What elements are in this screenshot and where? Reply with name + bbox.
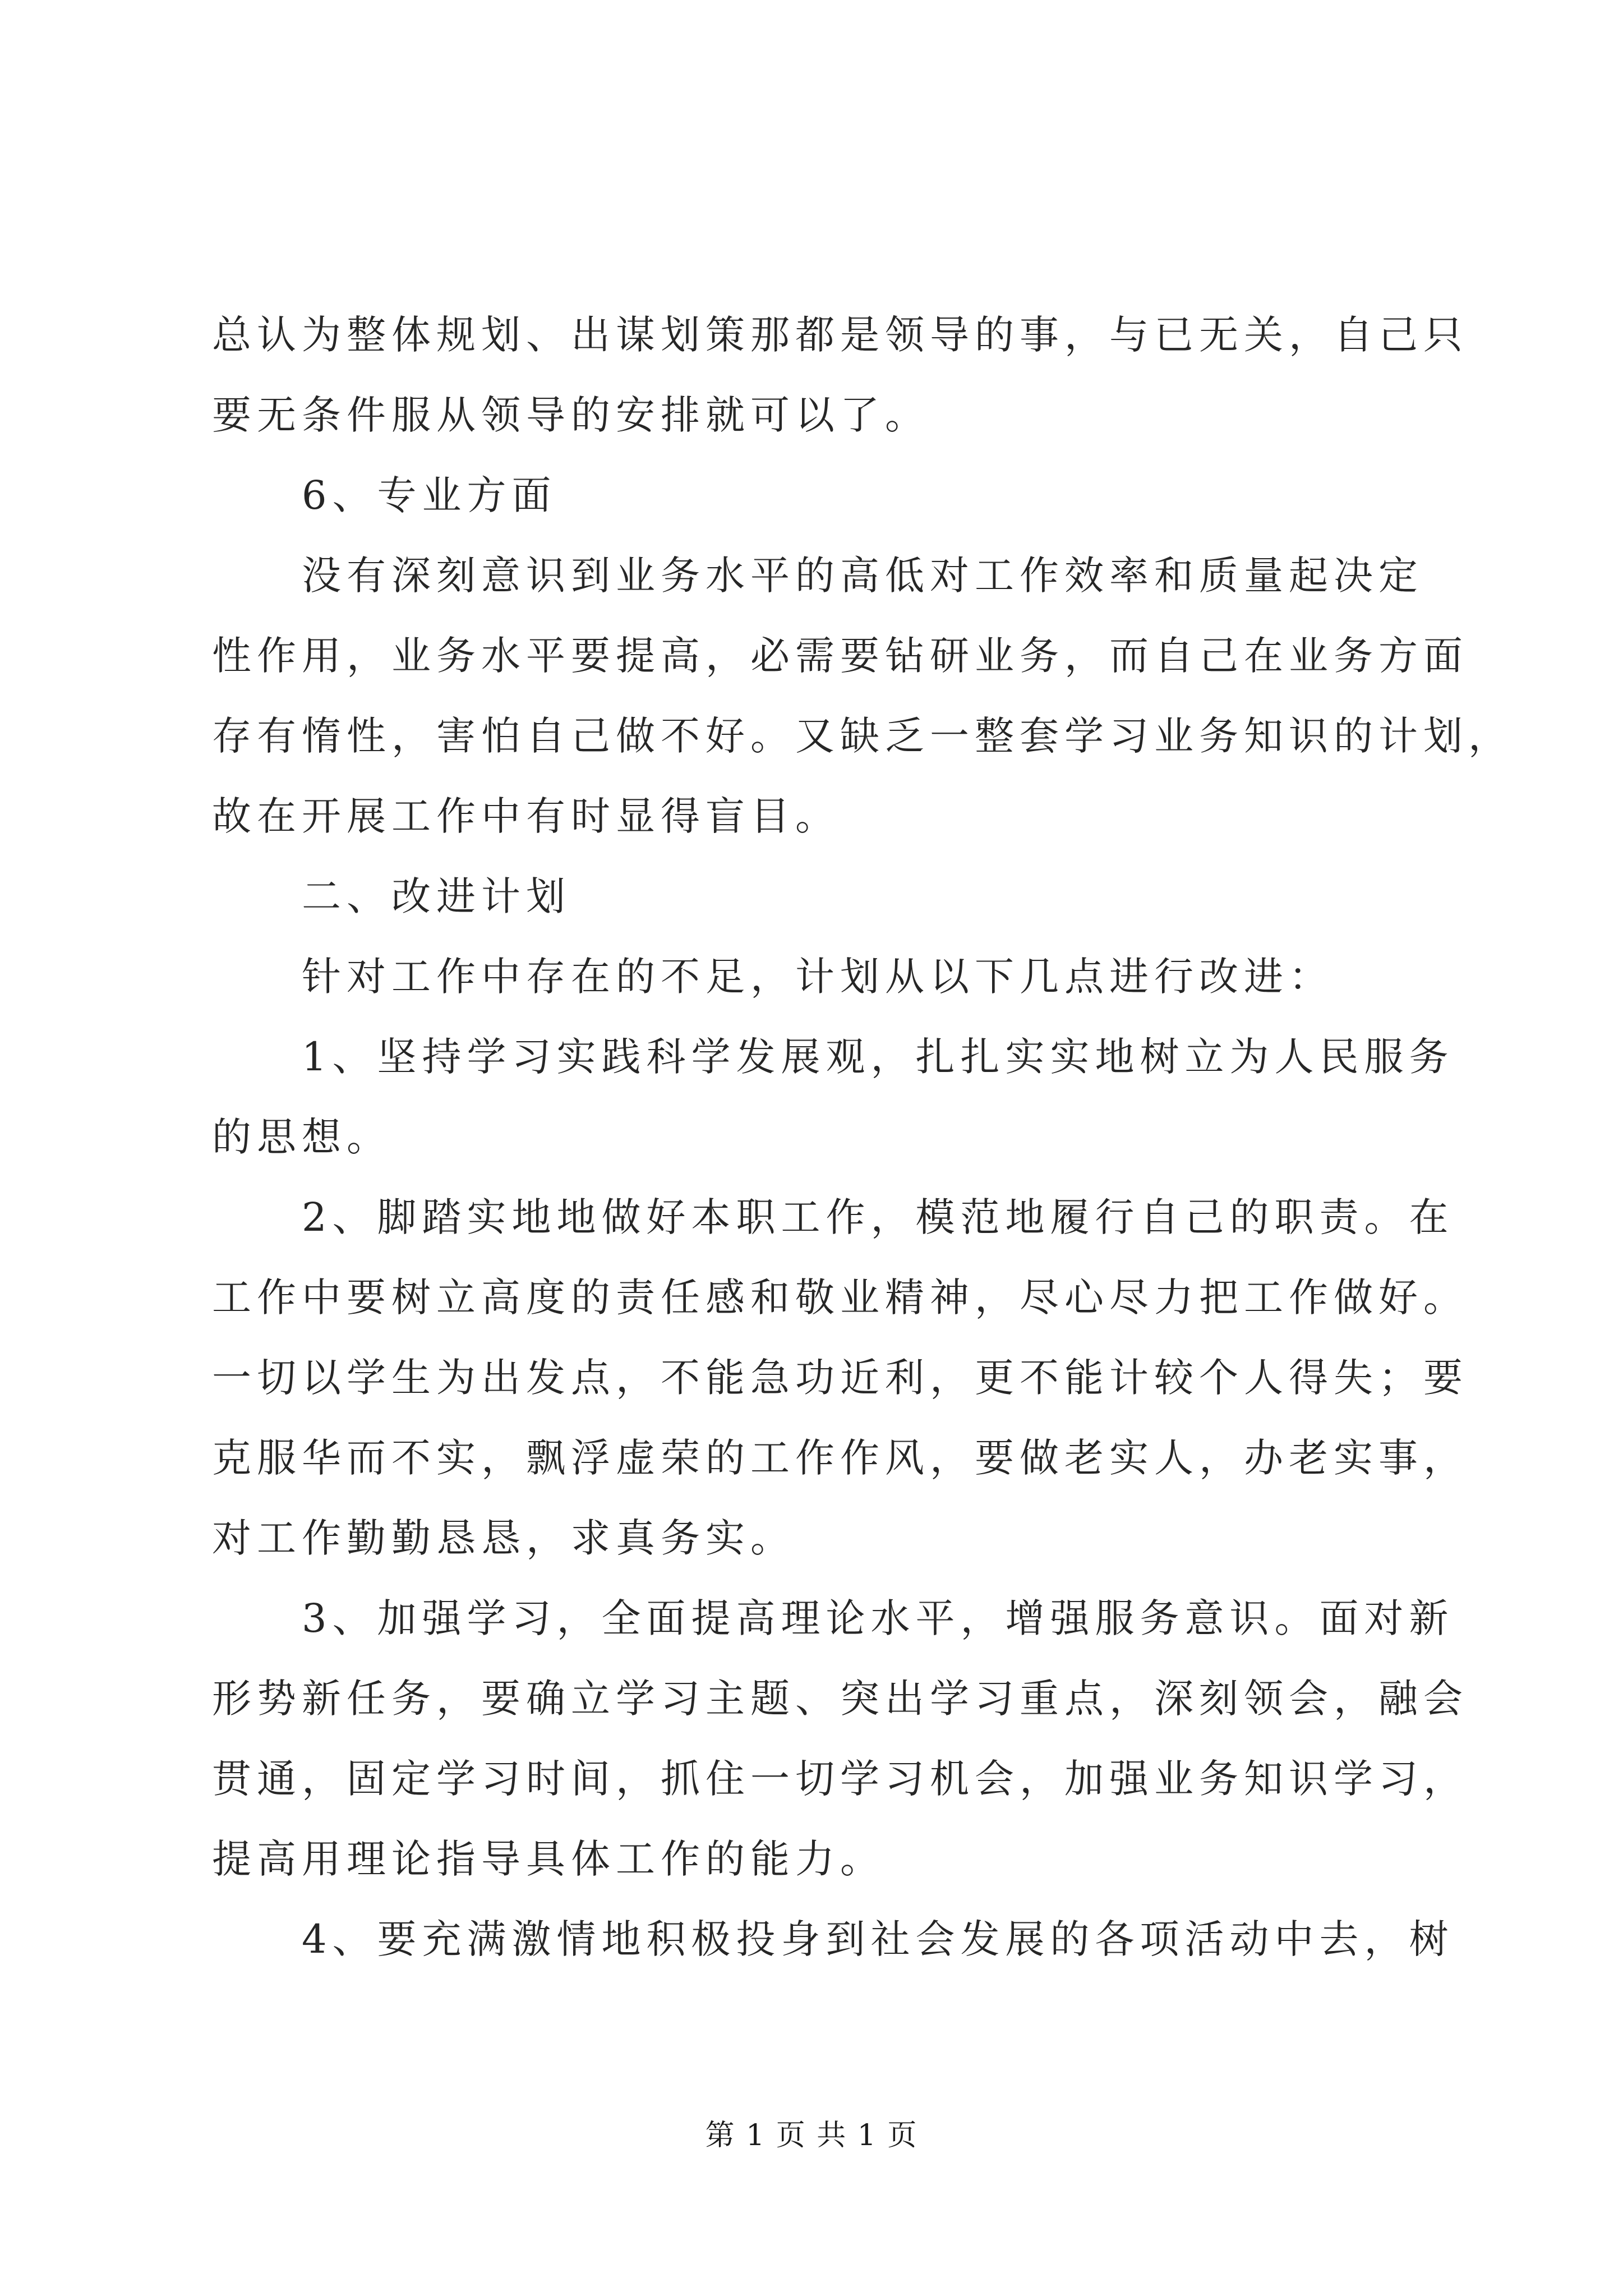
text-line: 贯通，固定学习时间，抓住一切学习机会，加强业务知识学习， xyxy=(212,1756,1468,1802)
page-number-footer: 第 1 页 共 1 页 xyxy=(705,2119,918,2152)
text-line: 故在开展工作中有时显得盲目。 xyxy=(212,793,840,839)
paragraph-first-line: 1、坚持学习实践科学发展观，扎扎实实地树立为人民服务 xyxy=(302,1034,1454,1080)
paragraph-first-line: 没有深刻意识到业务水平的高低对工作效率和质量起决定 xyxy=(302,553,1423,599)
text-line: 对工作勤勤恳恳，求真务实。 xyxy=(212,1515,795,1561)
text-line: 形势新任务，要确立学习主题、突出学习重点，深刻领会，融会 xyxy=(212,1676,1468,1722)
paragraph-first-line: 2、脚踏实地地做好本职工作，模范地履行自己的职责。在 xyxy=(302,1194,1454,1240)
paragraph-first-line: 4、要充满激情地积极投身到社会发展的各项活动中去，树 xyxy=(302,1916,1454,1962)
text-line: 工作中要树立高度的责任感和敬业精神，尽心尽力把工作做好。 xyxy=(212,1274,1468,1320)
text-line: 要无条件服从领导的安排就可以了。 xyxy=(212,392,930,438)
text-line: 存有惰性，害怕自己做不好。又缺乏一整套学习业务知识的计划， xyxy=(212,713,1513,759)
text-line: 一切以学生为出发点，不能急功近利，更不能计较个人得失；要 xyxy=(212,1355,1468,1401)
text-line: 克服华而不实，飘浮虚荣的工作作风，要做老实人，办老实事， xyxy=(212,1435,1468,1481)
paragraph-first-line: 3、加强学习，全面提高理论水平，增强服务意识。面对新 xyxy=(302,1595,1454,1641)
paragraph-first-line: 针对工作中存在的不足，计划从以下几点进行改进： xyxy=(302,954,1334,1000)
text-line: 的思想。 xyxy=(212,1114,391,1160)
document-body xyxy=(212,295,1513,1980)
section-heading: 6、专业方面 xyxy=(302,472,557,518)
text-line: 性作用，业务水平要提高，必需要钻研业务，而自己在业务方面 xyxy=(212,633,1468,679)
text-line: 提高用理论指导具体工作的能力。 xyxy=(212,1836,885,1882)
section-heading: 二、改进计划 xyxy=(302,873,571,919)
text-line: 总认为整体规划、出谋划策那都是领导的事，与已无关，自己只 xyxy=(212,312,1468,358)
